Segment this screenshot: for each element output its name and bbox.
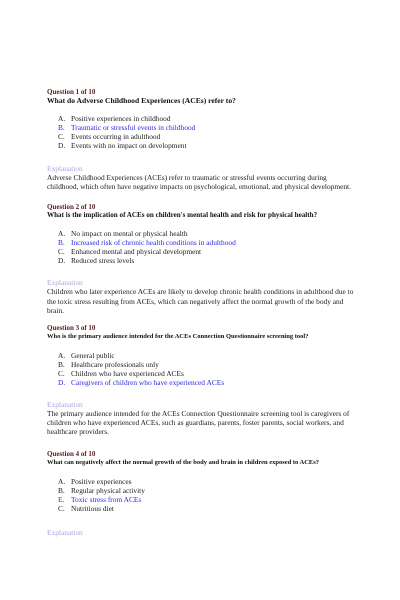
option-text: Regular physical activity <box>71 485 145 495</box>
option-c[interactable] <box>58 132 357 141</box>
option-text: Traumatic or stressful events in childhood <box>71 123 196 132</box>
explanation-text: Adverse Childhood Experiences (ACEs) refer to traumatic or stressful events occurring during childhood, which often have negative impacts on psychological, emotional, and physical development. <box>47 173 351 192</box>
quiz-document <box>47 88 357 537</box>
question-header: Question 4 of 10 <box>47 449 96 458</box>
option-letter: A. <box>58 351 66 361</box>
option-letter: B. <box>58 485 65 495</box>
option-letter: B. <box>58 360 65 370</box>
option-letter: A. <box>58 114 66 123</box>
explanation-text: The primary audience intended for the ACEs Connection Questionnaire screening tool is caregivers of children who have experienced ACEs, such as guardians, parents, foster parents, social workers, and healthcare providers. <box>47 409 350 437</box>
question-text: What can negatively affect the normal growth of the body and brain in children exposed to ACEs? <box>47 458 320 466</box>
option-e-correct[interactable] <box>58 495 357 504</box>
question-header: Question 3 of 10 <box>47 324 96 333</box>
question-block-3 <box>47 324 357 437</box>
question-block-4 <box>47 450 357 537</box>
explanation-label: Explanation <box>47 164 83 173</box>
option-text: Caregivers of children who have experienced ACEs <box>71 378 225 388</box>
explanation-text: Children who later experience ACEs are likely to develop chronic health conditions in adulthood due to the toxic stress resulting from ACEs, which can negatively affect the normal growth of the body and brain. <box>47 287 354 315</box>
option-a[interactable] <box>58 477 357 486</box>
option-a[interactable] <box>58 351 357 360</box>
option-b[interactable] <box>58 486 357 495</box>
option-d-correct[interactable] <box>58 378 357 387</box>
option-text: Toxic stress from ACEs <box>71 494 142 504</box>
option-text: Positive experiences <box>71 476 132 486</box>
option-letter: C. <box>58 369 65 379</box>
option-letter: A. <box>58 229 66 239</box>
option-text: Positive experiences in childhood <box>71 114 171 123</box>
option-letter: D. <box>58 378 66 388</box>
option-b-correct[interactable] <box>58 123 357 132</box>
question-text: What is the implication of ACEs on children's mental health and risk for physical health? <box>47 211 318 220</box>
option-c[interactable] <box>58 504 357 513</box>
question-text: Who is the primary audience intended for the ACEs Connection Questionnaire screening tool? <box>47 333 309 341</box>
option-text: Enhanced mental and physical development <box>71 247 202 257</box>
question-block-2 <box>47 203 357 315</box>
option-letter: A. <box>58 476 66 486</box>
option-b[interactable] <box>58 360 357 369</box>
option-text: Events occurring in adulthood <box>71 132 161 141</box>
option-text: Nutritious diet <box>71 503 114 513</box>
option-text: Children who have experienced ACEs <box>71 369 184 379</box>
question-text: What do Adverse Childhood Experiences (ACEs) refer to? <box>47 96 236 105</box>
option-a[interactable] <box>58 114 357 123</box>
option-text: Healthcare professionals only <box>71 360 159 370</box>
options-list <box>47 114 357 150</box>
option-letter: D. <box>58 256 66 266</box>
question-block-1 <box>47 88 357 191</box>
option-letter: C. <box>58 503 65 513</box>
option-letter: C. <box>58 247 65 257</box>
option-text: No impact on mental or physical health <box>71 229 188 239</box>
option-c[interactable] <box>58 369 357 378</box>
option-text: General public <box>71 351 115 361</box>
option-letter: C. <box>58 132 65 141</box>
option-letter: B. <box>58 123 65 132</box>
options-list <box>47 229 357 265</box>
option-letter: B. <box>58 238 65 248</box>
options-list <box>47 351 357 387</box>
option-d[interactable] <box>58 256 357 265</box>
option-d[interactable] <box>58 141 357 150</box>
option-text: Reduced stress levels <box>71 256 135 266</box>
option-b-correct[interactable] <box>58 238 357 247</box>
options-list <box>47 477 357 513</box>
option-text: Events with no impact on development <box>71 141 187 150</box>
option-letter: D. <box>58 141 66 150</box>
option-letter: E. <box>58 494 65 504</box>
question-header: Question 1 of 10 <box>47 88 96 96</box>
option-c[interactable] <box>58 247 357 256</box>
explanation-label: Explanation <box>47 400 83 410</box>
option-a[interactable] <box>58 229 357 238</box>
explanation-label: Explanation <box>47 278 83 288</box>
option-text: Increased risk of chronic health conditions in adulthood <box>71 238 236 248</box>
explanation-label: Explanation <box>47 527 83 537</box>
question-header: Question 2 of 10 <box>47 203 96 212</box>
